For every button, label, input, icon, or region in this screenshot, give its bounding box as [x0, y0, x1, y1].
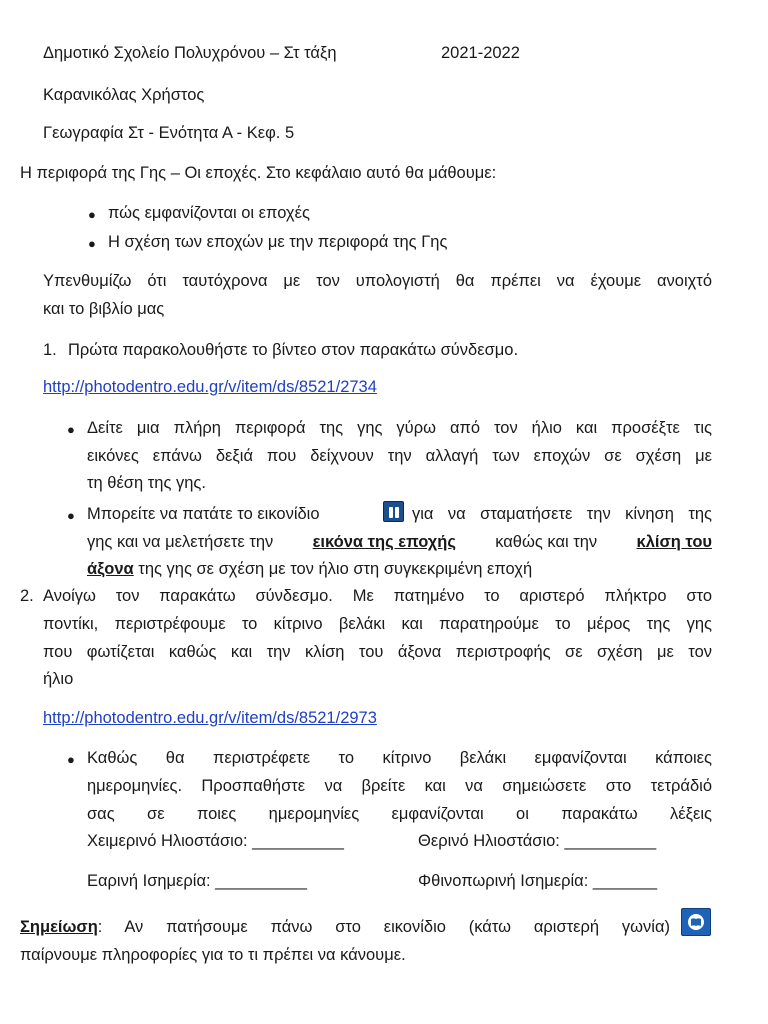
step-1-text: Πρώτα παρακολουθήστε το βίντεο στον παρακάτω σύνδεσμο. — [68, 341, 519, 359]
season-image-emphasis: εικόνα της εποχής — [312, 533, 456, 551]
winter-solstice-field: Χειμερινό Ηλιοστάσιο: __________ — [87, 832, 344, 850]
intro-bullet-1: πώς εμφανίζονται οι εποχές — [108, 204, 310, 222]
step-1-bullet-2-line-2 — [87, 533, 712, 552]
summer-solstice-field: Θερινό Ηλιοστάσιο: __________ — [418, 832, 657, 850]
step-2-bullet-line-1: Καθώς θα περιστρέφετε το κίτρινο βελάκι εμφανίζονται κάποιες — [87, 749, 712, 767]
book-icon — [681, 908, 711, 936]
axis-emphasis: άξονα — [87, 560, 134, 578]
axis-tilt-emphasis: κλίση του — [636, 533, 712, 551]
step-1-bullet-2-line-2a: γης και να μελετήσετε την — [87, 533, 274, 551]
step-1-bullet-1-line-2: εικόνες επάνω δεξιά που δείχνουν την αλλαγή των εποχών σε σχέση με — [87, 447, 712, 465]
note-text-1: : Αν πατήσουμε πάνω στο εικονίδιο (κάτω αριστερή γωνία) — [97, 918, 670, 936]
simulation-link[interactable]: http://photodentro.edu.gr/v/item/ds/8521/2973 — [43, 709, 377, 727]
spring-equinox-field: Εαρινή Ισημερία: __________ — [87, 872, 307, 890]
step-1-bullet-2-line-3b: της γης σε σχέση με τον ήλιο στη συγκεκριμένη εποχή — [138, 560, 533, 578]
autumn-equinox-field: Φθινοπωρινή Ισημερία: _______ — [418, 872, 658, 890]
step-2-bullet-line-3: σας σε ποιες ημερομηνίες εμφανίζονται οι παρακάτω λέξεις — [87, 805, 712, 823]
video-link[interactable]: http://photodentro.edu.gr/v/item/ds/8521/2734 — [43, 378, 377, 396]
teacher-name: Καρανικόλας Χρήστος — [43, 86, 205, 104]
bullet-dot: ● — [67, 508, 75, 523]
bullet-dot: ● — [88, 207, 96, 222]
step-2-line-2: ποντίκι, περιστρέφουμε το κίτρινο βελάκι και παρατηρούμε το μέρος της γης — [43, 615, 712, 633]
step-1-bullet-1-line-1: Δείτε μια πλήρη περιφορά της γης γύρω από τον ήλιο και προσέξτε τις — [87, 419, 712, 437]
bullet-dot: ● — [88, 236, 96, 251]
bullet-dot: ● — [67, 752, 75, 767]
step-1-bullet-2-line-2b: καθώς και την — [495, 533, 598, 551]
step-2-number: 2. — [20, 587, 34, 605]
step-1-bullet-2-line-3 — [87, 560, 532, 579]
pause-icon — [383, 501, 404, 522]
note-line-1 — [20, 918, 670, 937]
step-2-bullet-line-2: ημερομηνίες. Προσπαθήστε να βρείτε και να σημειώσετε στο τετράδιό — [87, 777, 712, 795]
step-2-line-1: Ανοίγω τον παρακάτω σύνδεσμο. Με πατημένο το αριστερό πλήκτρο στο — [43, 587, 712, 605]
intro-text: Η περιφορά της Γης – Οι εποχές. Στο κεφάλαιο αυτό θα μάθουμε: — [20, 164, 497, 182]
intro-bullet-2: Η σχέση των εποχών με την περιφορά της Γης — [108, 233, 448, 251]
reminder-line-2: και το βιβλίο μας — [43, 300, 165, 318]
step-2-line-4: ήλιο — [43, 670, 74, 688]
note-label: Σημείωση — [20, 918, 98, 936]
step-1-bullet-2-line-1a: Μπορείτε να πατάτε το εικονίδιο — [87, 505, 320, 523]
note-line-2: παίρνουμε πληροφορίες για το τι πρέπει να κάνουμε. — [20, 946, 406, 964]
bullet-dot: ● — [67, 422, 75, 437]
reminder-line-1: Υπενθυμίζω ότι ταυτόχρονα με τον υπολογιστή θα πρέπει να έχουμε ανοιχτό — [43, 272, 712, 290]
step-1-bullet-2-line-1b: για να σταματήσετε την κίνηση της — [412, 505, 712, 523]
step-1-number: 1. — [43, 341, 57, 359]
school-year: 2021-2022 — [441, 44, 520, 62]
step-1-bullet-1-line-3: τη θέση της γης. — [87, 474, 206, 492]
school-name: Δημοτικό Σχολείο Πολυχρόνου – Στ τάξη — [43, 44, 337, 62]
subject-title: Γεωγραφία Στ - Ενότητα Α - Κεφ. 5 — [43, 124, 295, 142]
step-2-line-3: που φωτίζεται καθώς και την κλίση του άξονα περιστροφής σε σχέση με τον — [43, 643, 712, 661]
